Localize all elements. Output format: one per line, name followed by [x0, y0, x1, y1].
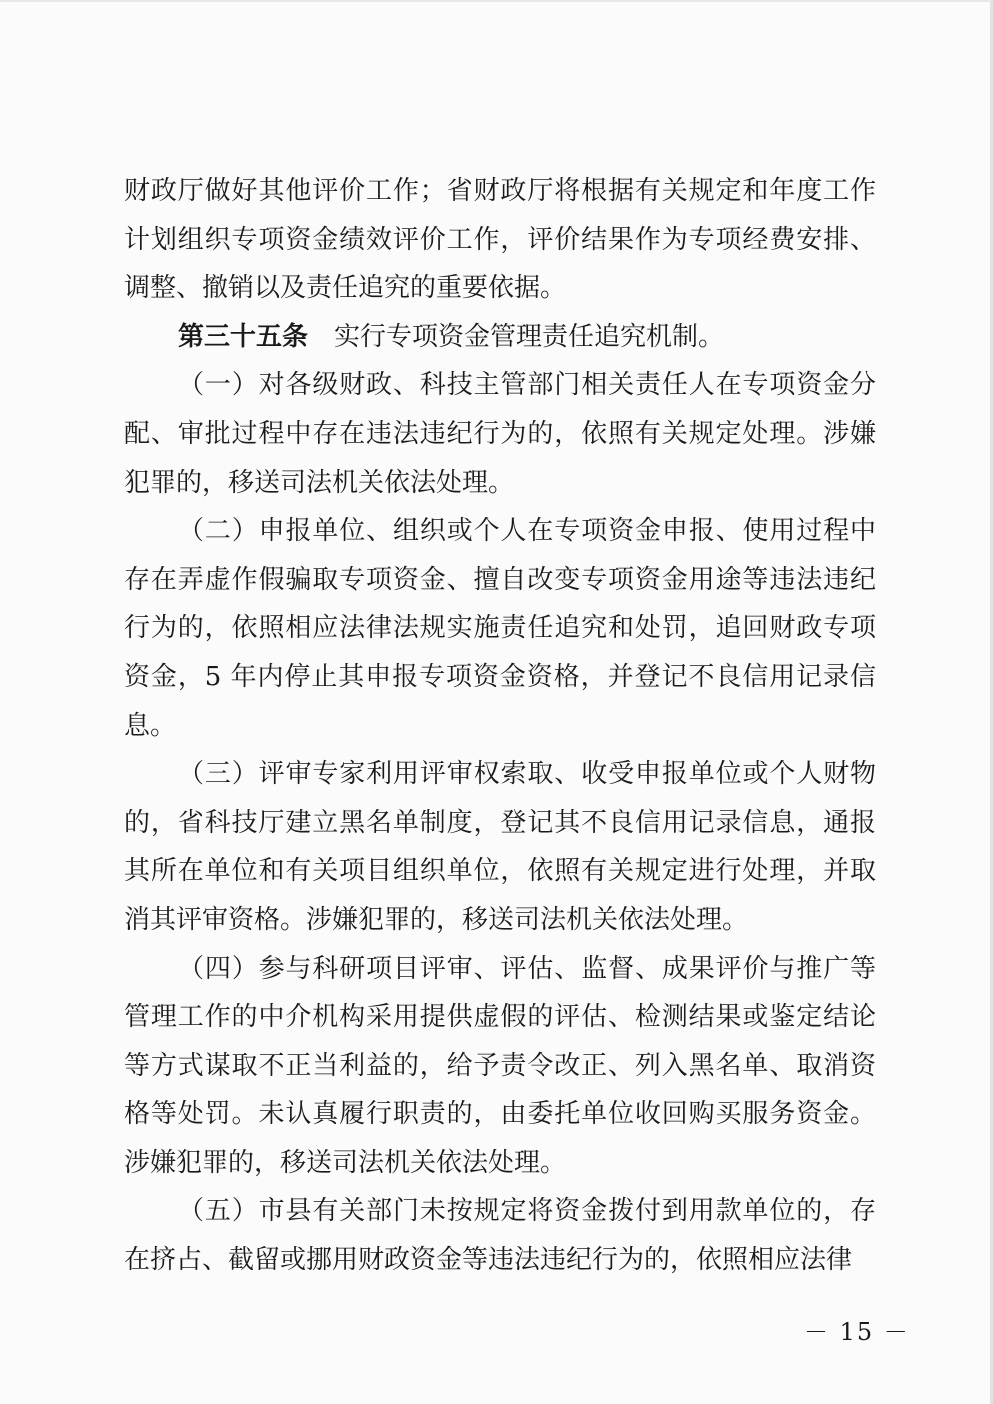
article-paragraph — [124, 313, 876, 362]
item-paragraph-2: （二）申报单位、组织或个人在专项资金申报、使用过程中存在弄虚作假骗取专项资金、擅自改变专项资金用途等违法违纪行为的，依照相应法律法规实施责任追究和处罚，追回财政专项资金，5 年内停止其申报专项资金资格，并登记不良信用记录信息。 — [124, 516, 876, 741]
item-paragraph-1: （一）对各级财政、科技主管部门相关责任人在专项资金分配、审批过程中存在违法违纪行为的，依照有关规定处理。涉嫌犯罪的，移送司法机关依法处理。 — [124, 370, 876, 498]
article-title: 第三十五条 — [178, 321, 309, 352]
item-paragraph-3: （三）评审专家利用评审权索取、收受申报单位或个人财物的，省科技厅建立黑名单制度，登记其不良信用记录信息，通报其所在单位和有关项目组织单位，依照有关规定进行处理，并取消其评审资格。涉嫌犯罪的，移送司法机关依法处理。 — [124, 759, 876, 935]
continuation-paragraph: 财政厅做好其他评价工作；省财政厅将根据有关规定和年度工作计划组织专项资金绩效评价工作，评价结果作为专项经费安排、调整、撤销以及责任追究的重要依据。 — [124, 176, 876, 304]
body-text — [124, 167, 876, 1285]
page-number: － 15 － — [804, 1318, 910, 1346]
item-paragraph-4: （四）参与科研项目评审、评估、监督、成果评价与推广等管理工作的中介机构采用提供虚假的评估、检测结果或鉴定结论等方式谋取不正当利益的，给予责令改正、列入黑名单、取消资格等处罚。未认真履行职责的，由委托单位收回购买服务资金。涉嫌犯罪的，移送司法机关依法处理。 — [124, 953, 876, 1178]
item-paragraph-5: （五）市县有关部门未按规定将资金拨付到用款单位的，存在挤占、截留或挪用财政资金等违法违纪行为的，依照相应法律 — [124, 1196, 876, 1276]
article-text: 实行专项资金管理责任追究机制。 — [334, 321, 725, 352]
